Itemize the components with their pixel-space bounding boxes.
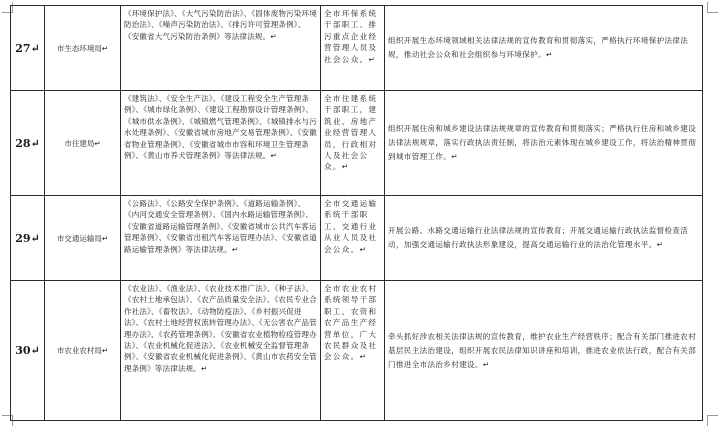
target-audience: 全市交通运输系统干部职工、交通行业从业人员及社会公众。↵	[321, 196, 385, 281]
work-description: 组织开展住房和城乡建设法律法规规章的宣传教育和贯彻落实；严格执行住房和城乡建设法律法规规章，落实行政执法责任制，将法治元素体现在城乡建设工作，将法治精神贯彻到城市管理工作。↵	[385, 91, 703, 196]
row-number: 29↵	[11, 196, 45, 281]
law-publicity-table	[10, 5, 703, 421]
responsible-unit: 市农业农村局↵	[45, 281, 121, 421]
responsible-unit: 市生态环境局↵	[45, 6, 121, 91]
crop-mark-top-right	[707, 2, 718, 13]
table-row	[11, 6, 703, 91]
work-description: 牵头抓好涉农相关法律法规的宣传教育，维护农业生产经营秩序；配合有关部门推进农村基层民主法治建设，组织开展农民法律知识讲座和培训，推进农业依法行政，配合有关部门推进全市法治乡村建设。↵	[385, 281, 703, 421]
crop-mark-bottom-right	[707, 415, 718, 426]
law-list: 《公路法》、《公路安全保护条例》、《道路运输条例》、《内河交通安全管理条例》、《国内水路运输管理条例》、《安徽省道路运输管理条例》、《安徽省城市公共汽车客运管理条例》、《安徽省出租汽车客运管理办法》、《安徽省道路运输管理条例》等法律法规。↵	[121, 196, 321, 281]
responsible-unit: 市住建局↵	[45, 91, 121, 196]
target-audience: 全市住建系统干部职工，建筑业、房地产业经营管理人员，行政相对人及社会公众。↵	[321, 91, 385, 196]
law-list: 《建筑法》、《安全生产法》、《建设工程安全生产管理条例》、《城市绿化条例》、《建设工程勘察设计管理条例》、《城市供水条例》、《城镇燃气管理条例》、《城镇排水与污水处理条例》、《安徽省城市房地产交易管理条例》、《安徽省物业管理条例》、《安徽省城市市容和环境卫生管理条例》、《黄山市养犬管理条例》等法律法规。↵	[121, 91, 321, 196]
table-row	[11, 196, 703, 281]
table-row	[11, 91, 703, 196]
table-row	[11, 281, 703, 421]
target-audience: 全市农业农村系统领导干部职工，农资和农产品生产经营单位，广大农民群众及社会公众。↵	[321, 281, 385, 421]
responsible-unit: 市交通运输局↵	[45, 196, 121, 281]
row-number: 28↵	[11, 91, 45, 196]
work-description: 开展公路、水路交通运输行业法律法规的宣传教育；开展交通运输行政执法监督检查活动，加强交通运输行政执法形象建设，提高交通运输行业的法治化管理水平。↵	[385, 196, 703, 281]
law-list: 《农业法》、《渔业法》、《农业技术推广法》、《种子法》、《农村土地承包法》、《农产品质量安全法》、《农民专业合作社法》、《畜牧法》、《动物防疫法》、《乡村振兴促进法》、《农村土地经营权流转管理办法》、《无公害农产品管理办法》、《农药管理条例》、《安徽省农业植物检疫管理办法》、《农业机械化促进法》、《农业机械安全监督管理条例》、《安徽省农业机械化促进条例》、《黄山市农药安全管理条例》等法律法规。↵	[121, 281, 321, 421]
law-list: 《环境保护法》、《大气污染防治法》、《固体废物污染环境防治法》、《噪声污染防治法》、《排污许可管理条例》、《安徽省大气污染防治条例》等法律法规。↵	[121, 6, 321, 91]
row-number: 27↵	[11, 6, 45, 91]
row-number: 30↵	[11, 281, 45, 421]
work-description: 组织开展生态环境领域相关法律法规的宣传教育和贯彻落实，严格执行环境保护法律法规，推动社会公众和社会组织参与环境保护。↵	[385, 6, 703, 91]
target-audience: 全市环保系统干部职工、排污重点企业经营管理人员及社会公众。↵	[321, 6, 385, 91]
